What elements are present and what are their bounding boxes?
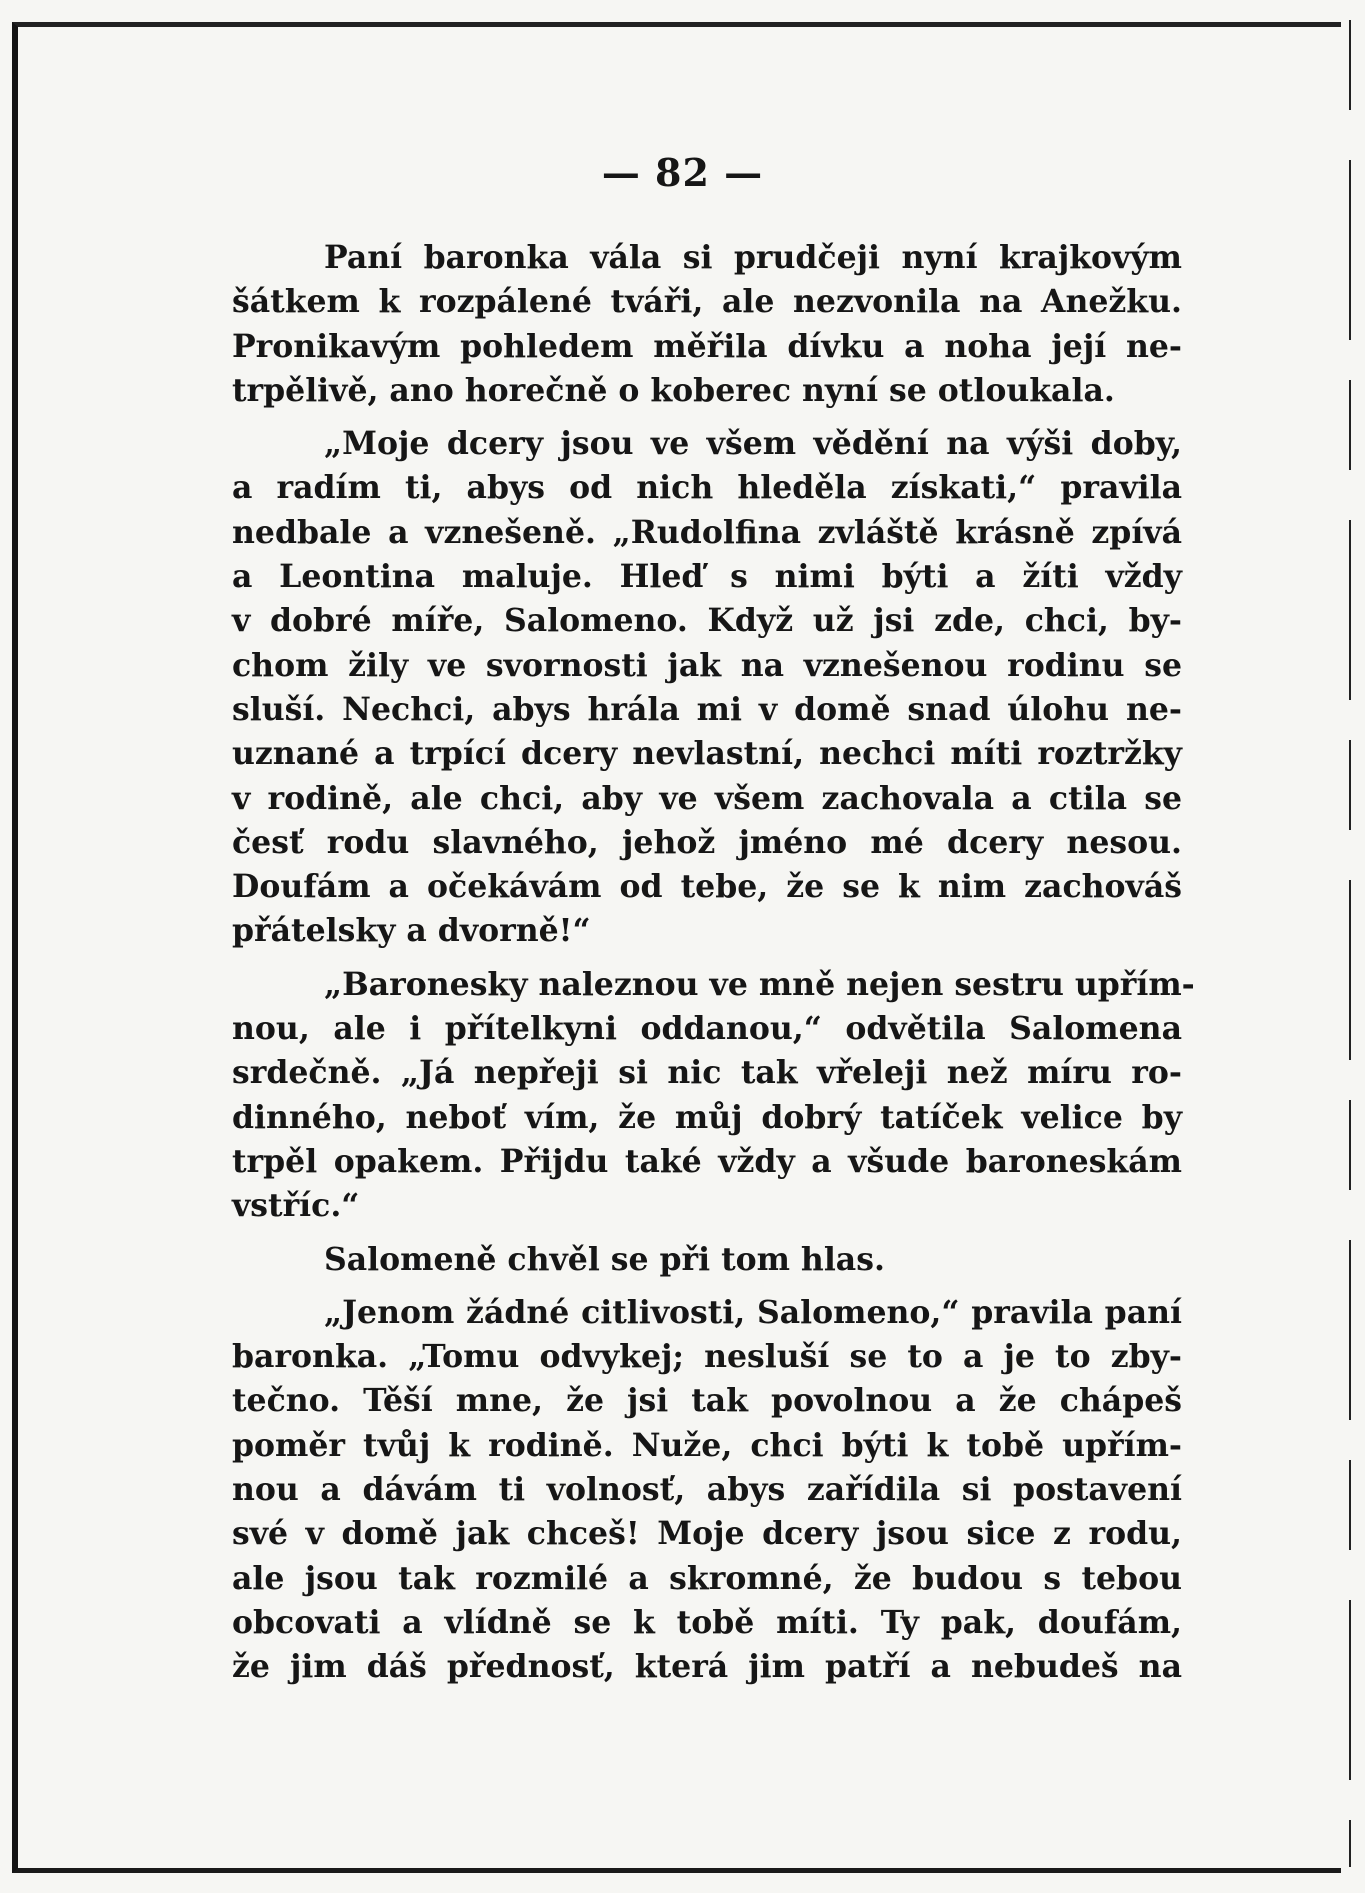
page-number: — 82 — <box>601 150 764 195</box>
text-line: v dobré míře, Salomeno. Když už jsi zde, chci, by- <box>232 602 1182 640</box>
text-line: nou, ale i přítelkyni oddanou,“ odvětila Salomena <box>232 1010 1182 1048</box>
text-line: baronka. „Tomu odvykej; nesluší se to a je to zby- <box>232 1338 1182 1376</box>
text-line: vstříc.“ <box>232 1187 360 1225</box>
text-line: v rodině, ale chci, aby ve všem zachovala a ctila se <box>232 779 1182 817</box>
text-line: uznané a trpící dcery nevlastní, nechci míti roztržky <box>232 735 1182 773</box>
text-line: dinného, neboť vím, že můj dobrý tatíček velice by <box>232 1098 1182 1136</box>
text-line: nou a dávám ti volnosť, abys zařídila si postavení <box>232 1471 1182 1509</box>
right-edge-rule <box>1349 20 1351 1867</box>
text-line: Salomeně chvěl se při tom hlas. <box>324 1240 885 1278</box>
text-line: obcovati a vlídně se k tobě míti. Ty pak, doufám, <box>232 1603 1182 1641</box>
text-line: Pronikavým pohledem měřila dívku a noha její ne- <box>232 327 1182 365</box>
paragraph <box>232 422 1182 954</box>
text-line: tečno. Těší mne, že jsi tak povolnou a že chápeš <box>232 1382 1182 1420</box>
text-line: a radím ti, abys od nich hleděla získati,“ pravila <box>232 469 1182 507</box>
text-line: Doufám a očekávám od tebe, že se k nim zachováš <box>232 868 1182 906</box>
text-line: srdečně. „Já nepřeji si nic tak vřeleji než míru ro- <box>232 1054 1182 1092</box>
text-line: že jim dáš přednosť, která jim patří a nebudeš na <box>232 1648 1182 1686</box>
paragraph <box>232 236 1182 413</box>
text-line: chom žily ve svornosti jak na vznešenou rodinu se <box>232 646 1182 684</box>
body-text <box>232 236 1195 1699</box>
text-line: „Baronesky naleznou ve mně nejen sestru upřím- <box>324 965 1195 1003</box>
text-line: Paní baronka vála si prudčeji nyní krajkovým <box>324 239 1182 276</box>
text-line: své v domě jak chceš! Moje dcery jsou sice z rodu, <box>232 1515 1182 1553</box>
text-line: ale jsou tak rozmilé a skromné, že budou s tebou <box>232 1559 1182 1597</box>
text-line: nedbale a vznešeně. „Rudolfina zvláště krásně zpívá <box>232 513 1182 551</box>
text-line: „Moje dcery jsou ve všem vědění na výši doby, <box>324 425 1182 463</box>
paragraph <box>232 1238 1182 1282</box>
paragraph <box>232 1291 1182 1690</box>
text-line: „Jenom žádné citlivosti, Salomeno,“ pravila paní <box>324 1293 1182 1331</box>
paragraph <box>232 963 1195 1229</box>
text-line: trpěl opakem. Přijdu také vždy a všude baroneskám <box>232 1142 1182 1180</box>
text-line: a Leontina maluje. Hleď s nimi býti a žíti vždy <box>232 558 1182 596</box>
text-line: sluší. Nechci, abys hrála mi v domě snad úlohu ne- <box>232 690 1182 728</box>
text-line: šátkem k rozpálené tváři, ale nezvonila na Anežku. <box>232 283 1182 321</box>
text-line: trpělivě, ano horečně o koberec nyní se otloukala. <box>232 371 1115 409</box>
text-line: poměr tvůj k rodině. Nuže, chci býti k tobě upřím- <box>232 1426 1182 1464</box>
text-line: přátelsky a dvorně!“ <box>232 912 591 950</box>
text-line: česť rodu slavného, jehož jméno mé dcery nesou. <box>232 823 1182 861</box>
